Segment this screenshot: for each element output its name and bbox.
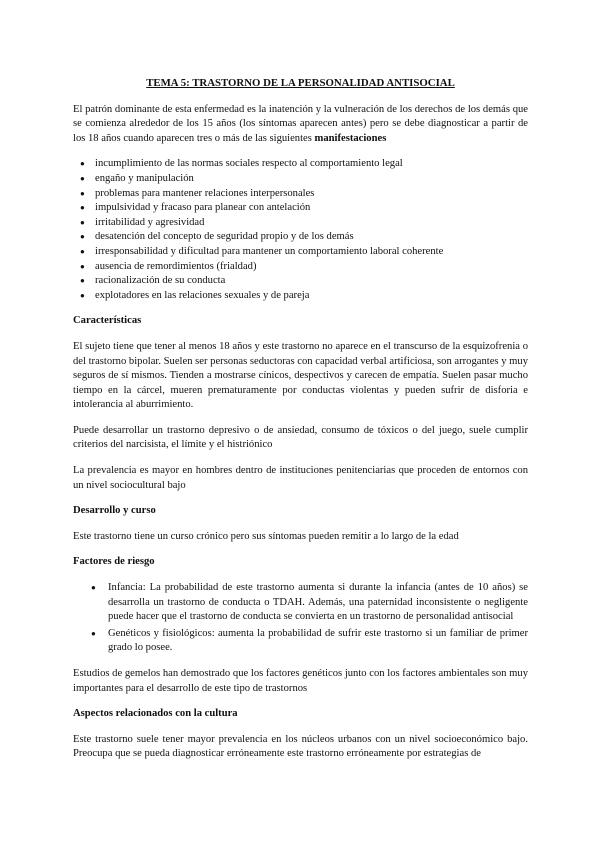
characteristics-paragraph: La prevalencia es mayor en hombres dentro de instituciones penitenciarias que proceden de entornos con un nivel sociocultural bajo [73,465,528,491]
bullet-icon: ● [80,232,85,242]
manifestations-list [73,157,528,303]
bullet-icon: ● [80,173,85,183]
list-item: ● irresponsabilidad y dificultad para mantener un comportamiento laboral coherente [73,245,528,260]
risk-paragraph: Estudios de gemelos han demostrado que los factores genéticos junto con los factores ambientales son muy importantes para el desarrollo de este tipo de trastornos [73,668,528,694]
list-item: ● engaño y manipulación [73,172,528,187]
characteristics-heading: Características [73,315,142,327]
intro-bold: manifestaciones [314,132,387,144]
list-item: ● Genéticos y fisiológicos: aumenta la probabilidad de sufrir este trastorno si un familiar de primer grado lo posee. [91,627,528,654]
list-item: ● ausencia de remordimientos (frialdad) [73,260,528,275]
bullet-icon: ● [80,276,85,286]
list-item: ● irritabilidad y agresividad [73,216,528,231]
characteristics-paragraph: El sujeto tiene que tener al menos 18 años y este trastorno no aparece en el transcurso de la esquizofrenia o del trastorno bipolar. Suelen ser personas seductoras con capacidad verbal artificiosa, son arrogantes y muy seguros de sí mismos. Tienden a mostrarse cínicos, despectivos y carecen de empatía. Suelen pasar mucho tiempo en la cárcel, mueren prematuramente por conductas violentas y pueden sufrir de disforia e intolerancia al aburrimiento. [73,340,528,411]
list-item: ● impulsividad y fracaso para planear con antelación [73,201,528,216]
page-title: TEMA 5: TRASTORNO DE LA PERSONALIDAD ANTISOCIAL [146,77,455,89]
culture-paragraph: Este trastorno suele tener mayor prevalencia en los núcleos urbanos con un nivel socioeconómico bajo. Preocupa que se pueda diagnosticar erróneamente este trastorno erróneamente por estrategias de [73,733,528,760]
list-item: ● Infancia: La probabilidad de este trastorno aumenta si durante la infancia (antes de 10 años) se desarrolla un trastorno de conducta o TDAH. Además, una paternidad inconsistente o negligente puede hacer que el trastorno de conducta se convierta en un trastorno de personalidad antisocial [91,582,528,623]
characteristics-paragraph: Puede desarrollar un trastorno depresivo o de ansiedad, consumo de tóxicos o del juego, suele cumplir criterios del narcisista, el límite y el histriónico [73,424,528,451]
bullet-icon: ● [80,261,85,271]
list-item: ● incumplimiento de las normas sociales respecto al comportamiento legal [73,157,528,172]
bullet-icon: ● [80,290,85,300]
document-page [73,76,528,773]
intro-paragraph: El patrón dominante de esta enfermedad es la inatención y la vulneración de los derechos de los demás que se comienza alrededor de los 15 años (los síntomas aparecen antes) pero se debe diagnosticar a partir de los 18 años cuando aparecen tres o más de las siguientes manifestaciones [73,103,528,144]
list-item: ● explotadores en las relaciones sexuales y de pareja [73,289,528,304]
development-paragraph: Este trastorno tiene un curso crónico pero sus síntomas pueden remitir a lo largo de la edad [73,530,459,542]
bullet-icon: ● [80,217,85,227]
bullet-icon: ● [91,583,96,593]
bullet-icon: ● [80,188,85,198]
bullet-icon: ● [80,246,85,256]
bullet-icon: ● [91,628,96,638]
list-item: ● desatención del concepto de seguridad propio y de los demás [73,230,528,245]
list-item: ● problemas para mantener relaciones interpersonales [73,187,528,202]
list-item: ● racionalización de su conducta [73,274,528,289]
bullet-icon: ● [80,203,85,213]
culture-heading: Aspectos relacionados con la cultura [73,708,238,720]
bullet-icon: ● [80,159,85,169]
development-heading: Desarrollo y curso [73,505,156,517]
risk-factors-list [73,581,528,656]
risk-heading: Factores de riesgo [73,556,155,568]
